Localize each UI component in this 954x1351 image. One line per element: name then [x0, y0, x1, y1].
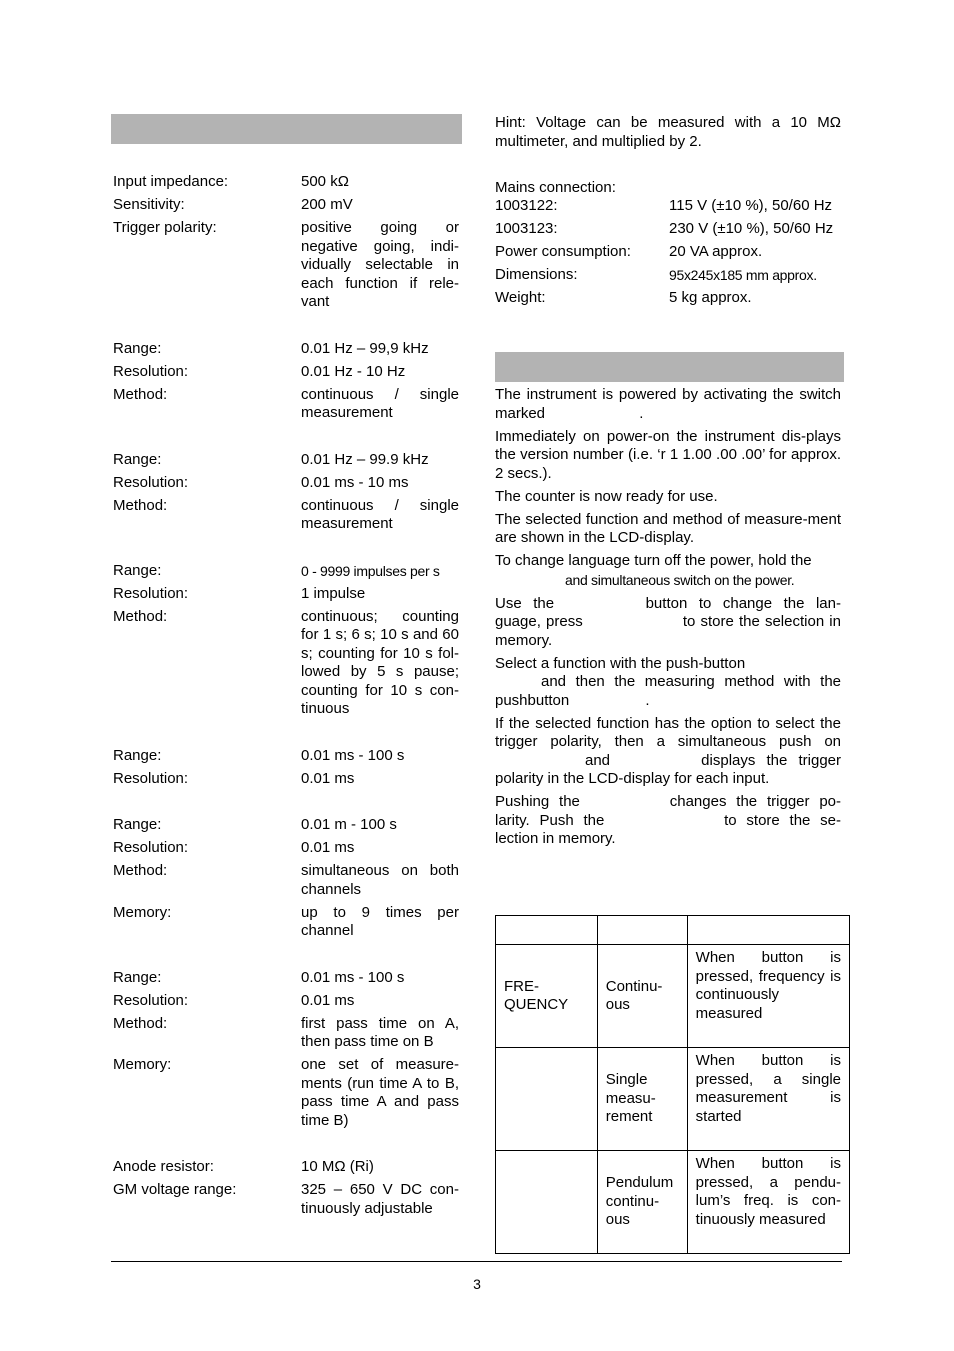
spec-value: 0.01 m - 100 s — [301, 816, 397, 833]
spec-label: Sensitivity: — [113, 196, 185, 213]
para-text: The counter is now ready for use. — [495, 487, 718, 505]
spec-row — [113, 969, 463, 988]
spec-value: continuous / single measurement — [301, 496, 459, 532]
spec-value: simultaneous on both channels — [301, 862, 459, 898]
spec-label: Range: — [113, 339, 162, 357]
spec-value: 5 kg approx. — [669, 289, 752, 306]
spec-value: 0.01 Hz – 99,9 kHz — [301, 339, 429, 357]
spec-row — [113, 816, 463, 835]
para-text: to store the se-lection in memory. — [495, 811, 841, 847]
time-specs-1 — [113, 747, 463, 789]
table-cell-method: Single measu-rement — [597, 1048, 687, 1151]
spec-row — [113, 839, 463, 858]
spec-row — [113, 1158, 463, 1177]
para-text: The instrument is powered by activating the switch marked — [495, 386, 841, 422]
spec-row — [113, 562, 463, 581]
paragraph — [495, 793, 841, 849]
spec-row — [113, 1056, 463, 1130]
spec-value: continuous / single measurement — [301, 385, 459, 421]
spec-value: 115 V (±10 %), 50/60 Hz — [669, 197, 833, 214]
pendulum-specs — [113, 451, 463, 534]
para-text: button to change the lan-guage, press — [495, 594, 841, 630]
time-specs-2 — [113, 816, 463, 941]
para-text: and then the measuring method with the pushbutton — [495, 673, 841, 709]
para-text: and simultaneous switch on the power. — [565, 571, 795, 588]
table-cell-description: When button is pressed, a pendu-lum’s freq. is con-tinuously measured — [687, 1151, 849, 1254]
table-header-cell — [687, 916, 849, 945]
table-cell-description: When button is pressed, a single measurement is started — [687, 1048, 849, 1151]
spec-label: Resolution: — [113, 473, 189, 491]
spec-value: one set of measure-ments (run time A to B, pass time A and pass time B) — [301, 1056, 459, 1129]
spec-row — [495, 220, 843, 239]
spec-label: Power consumption: — [495, 243, 631, 260]
spec-value: 0.01 ms — [301, 991, 355, 1009]
para-text: Immediately on power-on the instrument dis-plays the version number (i.e. ‘r 1 1.00 .00 .00’ for approx. 2 secs.). — [495, 427, 841, 482]
spec-row — [113, 386, 463, 423]
spec-value: 10 MΩ (Ri) — [301, 1158, 374, 1175]
page-number: 3 — [473, 1276, 481, 1292]
spec-row — [495, 289, 843, 308]
spec-row — [113, 608, 463, 719]
spec-label: Method: — [113, 496, 168, 514]
paragraph — [495, 428, 841, 484]
spec-value: 0.01 ms - 100 s — [301, 746, 405, 764]
paragraph — [495, 511, 841, 548]
spec-row — [113, 1015, 463, 1052]
spec-value: 0.01 ms — [301, 839, 355, 856]
para-text: displays the trigger polarity in the LCD-display for each input. — [495, 751, 841, 787]
spec-row — [495, 243, 843, 262]
table-cell-function — [496, 1151, 598, 1254]
spec-label: Anode resistor: — [113, 1158, 214, 1175]
spec-row — [495, 197, 843, 216]
spec-value: 500 kΩ — [301, 173, 349, 190]
spec-row — [113, 770, 463, 789]
spec-label: Method: — [113, 607, 168, 625]
spec-row — [113, 497, 463, 534]
impulse-specs — [113, 562, 463, 719]
spec-row — [113, 340, 463, 359]
spec-label: Memory: — [113, 1056, 172, 1073]
spec-label: 1003122: — [495, 197, 558, 214]
spec-value: 0.01 ms - 10 ms — [301, 473, 409, 491]
table-header-row — [496, 916, 850, 945]
table-cell-description: When button is pressed, frequency is continuously measured — [687, 945, 849, 1048]
frequency-specs — [113, 340, 463, 423]
spec-label: 1003123: — [495, 220, 558, 237]
spec-value: 0.01 ms — [301, 769, 355, 787]
spec-row — [113, 451, 463, 470]
paragraph — [495, 488, 841, 507]
para-text: . — [645, 691, 650, 709]
gm-specs — [113, 1158, 463, 1218]
paragraph — [495, 552, 841, 590]
operation-text — [495, 386, 843, 853]
footer-rule — [111, 1261, 842, 1262]
paragraph — [495, 595, 841, 651]
right-column-top — [495, 114, 843, 312]
para-text: If the selected function has the option to select the trigger polarity, then a simultaneous push on — [495, 714, 841, 750]
spec-row — [495, 266, 843, 285]
paragraph — [495, 386, 841, 423]
mains-title-label: Mains connection: — [495, 178, 616, 196]
spec-value: continuous; counting for 1 s; 6 s; 10 s and 60 s; counting for 10 s fol-lowed by 5 s pause; counting for 10 s con-tinuous — [301, 607, 459, 717]
para-text: changes the trigger po-larity. Push the — [495, 793, 842, 829]
spec-row — [113, 173, 463, 192]
spec-row — [113, 992, 463, 1011]
spec-row — [113, 363, 463, 382]
spec-label: Method: — [113, 1014, 168, 1032]
spec-label: Range: — [113, 816, 162, 833]
spec-label: Method: — [113, 385, 168, 403]
para-text: Use the — [495, 594, 555, 612]
time-specs-3 — [113, 969, 463, 1131]
spec-label: Resolution: — [113, 769, 189, 787]
spec-label: Memory: — [113, 903, 172, 921]
spec-value: up to 9 times per channel — [301, 903, 459, 939]
para-text: to store the selection in memory. — [495, 613, 841, 649]
spec-value: 95x245x185 mm approx. — [669, 267, 817, 283]
spec-label: Resolution: — [113, 839, 189, 856]
para-text: and — [585, 751, 611, 769]
input-specs — [113, 173, 463, 312]
mains-title — [495, 179, 843, 198]
spec-label: Resolution: — [113, 991, 189, 1009]
spec-label: Trigger polarity: — [113, 219, 217, 236]
spec-row — [113, 1181, 463, 1218]
table-header-cell — [597, 916, 687, 945]
function-table — [495, 915, 850, 1254]
left-column — [113, 173, 463, 1218]
spec-value: 200 mV — [301, 196, 353, 213]
spec-value: first pass time on A, then pass time on B — [301, 1014, 459, 1050]
spec-value: 230 V (±10 %), 50/60 Hz — [669, 220, 834, 237]
paragraph — [495, 655, 841, 711]
spec-label: Weight: — [495, 289, 546, 306]
spec-value: 0 - 9999 impulses per s — [301, 562, 440, 579]
para-text: To change language turn off the power, hold the — [495, 552, 812, 569]
spec-label: Method: — [113, 862, 168, 879]
spec-label: Resolution: — [113, 362, 189, 380]
spec-row — [113, 862, 463, 899]
spec-value: 325 – 650 V DC con-tinuously adjustable — [301, 1181, 459, 1217]
spec-label: Range: — [113, 561, 162, 579]
spec-label: Range: — [113, 746, 162, 764]
spec-label: Range: — [113, 450, 162, 468]
table-row — [496, 1048, 850, 1151]
table-cell-method: Pendulum continu-ous — [597, 1151, 687, 1254]
spec-value: 1 impulse — [301, 584, 366, 602]
table-row — [496, 1151, 850, 1254]
spec-row — [113, 747, 463, 766]
spec-value: 20 VA approx. — [669, 243, 763, 260]
section-header-bar-technical-data — [111, 114, 462, 144]
spec-row — [113, 474, 463, 493]
table-cell-function — [496, 1048, 598, 1151]
section-header-bar-operation — [495, 352, 844, 382]
paragraph — [495, 715, 841, 789]
spec-label: Resolution: — [113, 584, 189, 602]
spec-label: Input impedance: — [113, 173, 229, 190]
spec-value: positive going or negative going, indi-vidually selectable in each function if rele-vant — [301, 219, 459, 310]
spec-label: GM voltage range: — [113, 1181, 237, 1198]
para-text: The selected function and method of measure-ment are shown in the LCD-display. — [495, 510, 841, 546]
spec-row — [113, 196, 463, 215]
spec-row — [113, 904, 463, 941]
table-row — [496, 945, 850, 1048]
spec-value: 0.01 Hz - 10 Hz — [301, 362, 406, 380]
spec-label: Range: — [113, 968, 162, 986]
table-cell-method: Continu-ous — [597, 945, 687, 1048]
spec-row — [113, 585, 463, 604]
para-text: Pushing the — [495, 793, 580, 810]
spec-value: 0.01 ms - 100 s — [301, 968, 405, 986]
para-text: Select a function with the push-button — [495, 654, 746, 672]
spec-value: 0.01 Hz – 99.9 kHz — [301, 450, 429, 468]
spec-label: Dimensions: — [495, 266, 578, 283]
table-header-cell — [496, 916, 598, 945]
para-text: . — [639, 404, 644, 422]
table-cell-function: FRE-QUENCY — [496, 945, 598, 1048]
spec-row — [113, 219, 463, 312]
hint-text: Hint: Voltage can be measured with a 10 MΩ multimeter, and multiplied by 2. — [495, 114, 841, 150]
